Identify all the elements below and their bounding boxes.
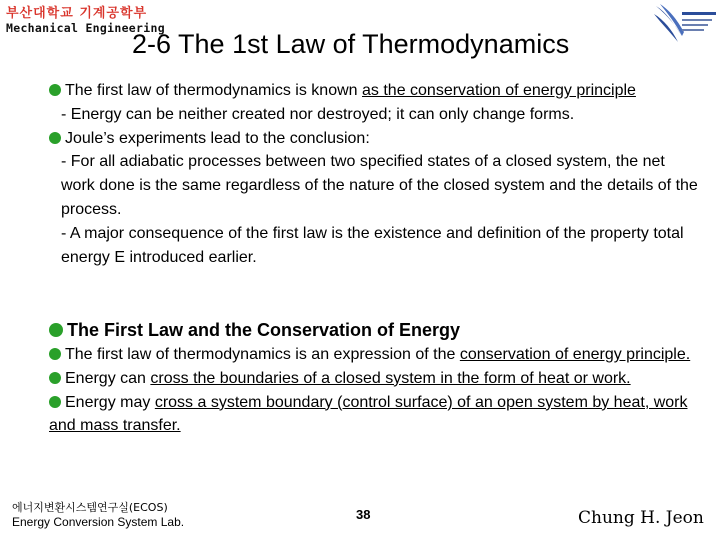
- underlined-phrase: cross the boundaries of a closed system in the form of heat or work.: [150, 369, 631, 387]
- dash-total-energy: - A major consequence of the first law is the existence and definition of the property total energy E introduced earlier.: [61, 224, 684, 266]
- green-dot-icon: [49, 323, 63, 337]
- dash-energy-forms: - Energy can be neither created nor destroyed; it can only change forms.: [61, 105, 575, 123]
- underlined-phrase: as the conservation of energy principle: [362, 82, 636, 99]
- lab-korean: 에너지변환시스템연구실(ECOS): [12, 501, 168, 514]
- bullet-open-system: Energy may cross a system boundary (control surface) of an open system by heat, work and mass transfer.: [49, 393, 688, 435]
- green-dot-icon: [49, 348, 61, 360]
- department-english: Mechanical Engineering: [6, 21, 165, 35]
- dash-adiabatic: - For all adiabatic processes between two specified states of a closed system, the net work done is the same regardless of the nature of the closed system and the details of the process.: [61, 153, 698, 218]
- slide-title: 2-6 The 1st Law of Thermodynamics: [132, 29, 570, 59]
- section-heading: The First Law and the Conservation of Energy: [49, 318, 699, 342]
- lab-credit: [12, 500, 184, 530]
- department-korean: 부산대학교 기계공학부: [6, 6, 148, 21]
- lab-english: Energy Conversion System Lab.: [12, 515, 185, 529]
- section-conservation-principle: [49, 79, 699, 269]
- bullet-expression: The first law of thermodynamics is an expression of the conservation of energy principle.: [49, 343, 699, 367]
- underlined-phrase: cross a system boundary (control surface) of an open system by heat, work and mass transfer.: [49, 393, 688, 435]
- underlined-phrase: conservation of energy principle.: [459, 346, 691, 363]
- bullet-joule: Joule’s experiments lead to the conclusion:: [49, 127, 699, 151]
- university-emblem-icon: [652, 2, 718, 54]
- green-dot-icon: [49, 372, 61, 384]
- page-number: 38: [356, 507, 371, 522]
- author-name: Chung H. Jeon: [578, 508, 704, 528]
- green-dot-icon: [49, 84, 61, 96]
- bullet-closed-system: Energy can cross the boundaries of a closed system in the form of heat or work.: [49, 367, 699, 391]
- bullet-first-law: The first law of thermodynamics is known as the conservation of energy principle: [49, 79, 699, 103]
- green-dot-icon: [49, 132, 61, 144]
- section-first-law-conservation: [49, 318, 699, 438]
- green-dot-icon: [49, 396, 61, 408]
